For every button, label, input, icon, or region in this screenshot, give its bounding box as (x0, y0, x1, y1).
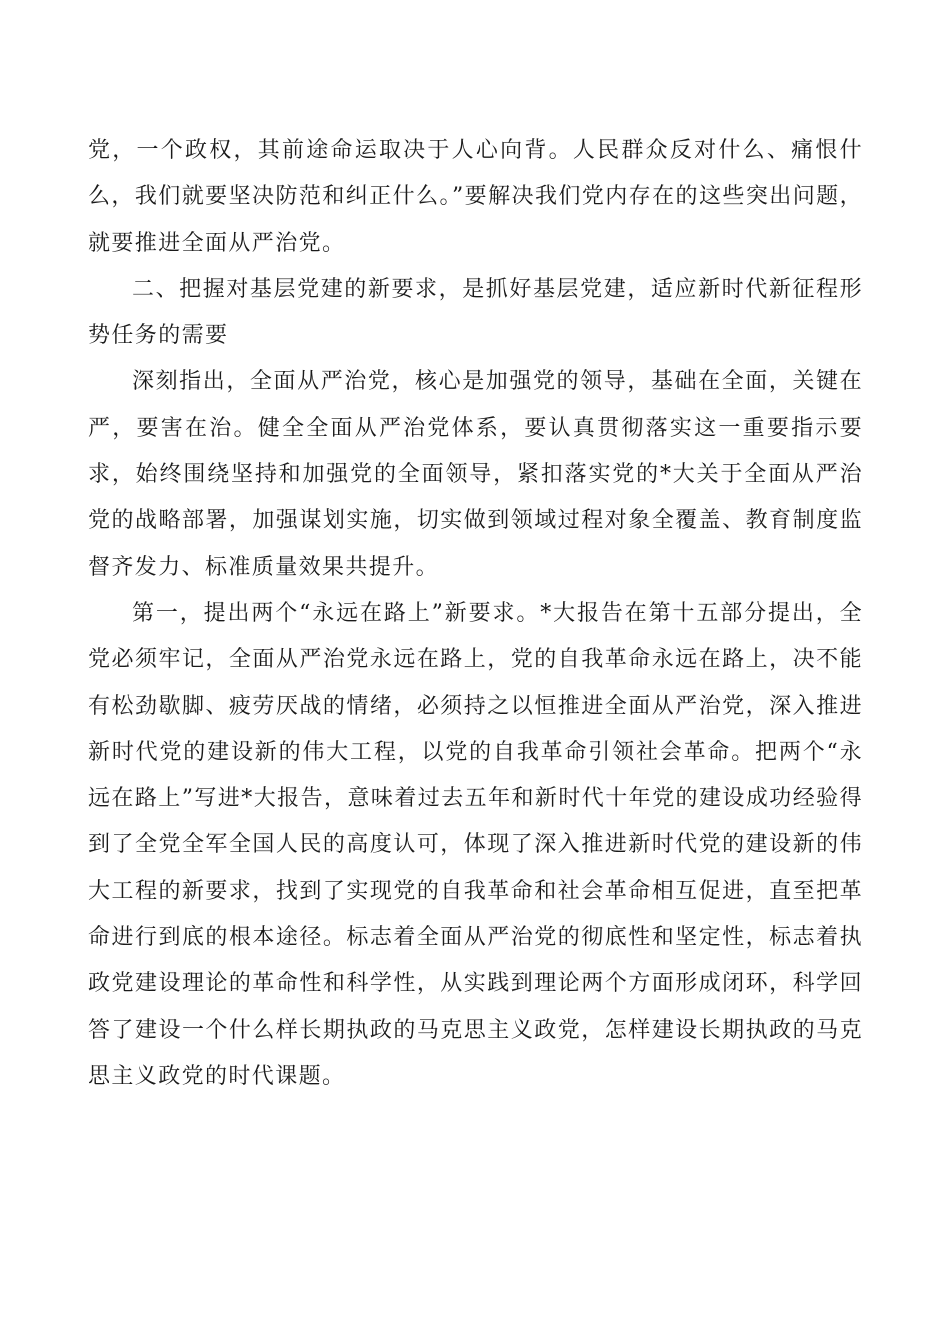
document-body (88, 128, 863, 1100)
paragraph-continuation: 党，一个政权，其前途命运取决于人心向背。人民群众反对什么、痛恨什么，我们就要坚决防范和纠正什么。”要解决我们党内存在的这些突出问题，就要推进全面从严治党。 (88, 138, 863, 256)
section-heading: 二、把握对基层党建的新要求，是抓好基层党建，适应新时代新征程形势任务的需要 (88, 276, 863, 349)
paragraph-requirement: 深刻指出，全面从严治党，核心是加强党的领导，基础在全面，关键在严，要害在治。健全全面从严治党体系，要认真贯彻落实这一重要指示要求，始终围绕坚持和加强党的全面领导，紧扣落实党的*大关于全面从严治党的战略部署，加强谋划实施，切实做到领域过程对象全覆盖、教育制度监督齐发力、标准质量效果共提升。 (88, 369, 863, 580)
paragraph-first-point: 第一，提出两个“永远在路上”新要求。*大报告在第十五部分提出，全党必须牢记，全面从严治党永远在路上，党的自我革命永远在路上，决不能有松劲歇脚、疲劳厌战的情绪，必须持之以恒推进全面从严治党，深入推进新时代党的建设新的伟大工程，以党的自我革命引领社会革命。把两个“永远在路上”写进*大报告，意味着过去五年和新时代十年党的建设成功经验得到了全党全军全国人民的高度认可，体现了深入推进新时代党的建设新的伟大工程的新要求，找到了实现党的自我革命和社会革命相互促进，直至把革命进行到底的根本途径。标志着全面从严治党的彻底性和坚定性，标志着执政党建设理论的革命性和科学性，从实践到理论两个方面形成闭环，科学回答了建设一个什么样长期执政的马克思主义政党，怎样建设长期执政的马克思主义政党的时代课题。 (88, 600, 863, 1089)
